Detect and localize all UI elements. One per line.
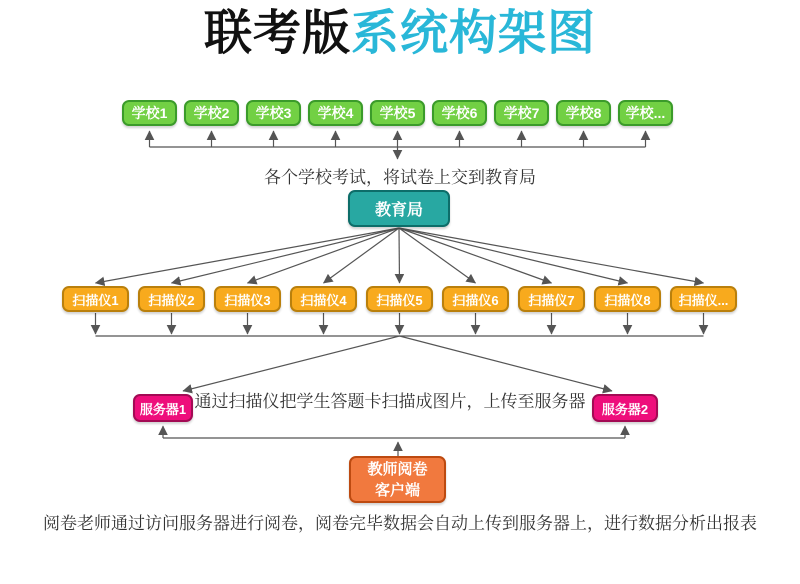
- teacher-client-node: [349, 456, 446, 503]
- scanner-node: 扫描仪5: [366, 286, 433, 312]
- scanner-node: 扫描仪4: [290, 286, 357, 312]
- school-node: 学校1: [122, 100, 177, 126]
- school-node: 学校5: [370, 100, 425, 126]
- scanner-node: 扫描仪3: [214, 286, 281, 312]
- caption-bottom: 阅卷老师通过访问服务器进行阅卷，阅卷完毕数据会自动上传到服务器上，进行数据分析出报表: [43, 514, 757, 533]
- school-node: 学校2: [184, 100, 239, 126]
- school-node: 学校3: [246, 100, 301, 126]
- title-prefix: 联考版: [203, 7, 351, 60]
- teacher-client-line2: 客户端: [374, 481, 420, 499]
- scanner-node: 扫描仪...: [670, 286, 737, 312]
- scanner-node: 扫描仪1: [62, 286, 129, 312]
- scanner-node: 扫描仪8: [594, 286, 661, 312]
- education-bureau-node: 教育局: [348, 190, 450, 227]
- server-2-node: 服务器2: [592, 394, 658, 422]
- school-node: 学校6: [432, 100, 487, 126]
- teacher-client-line1: 教师阅卷: [367, 460, 428, 478]
- scanner-node: 扫描仪6: [442, 286, 509, 312]
- title-main: 系统构架图: [351, 7, 597, 60]
- schools-row: [122, 100, 673, 126]
- school-node: 学校...: [618, 100, 673, 126]
- scanner-node: 扫描仪7: [518, 286, 585, 312]
- school-node: 学校7: [494, 100, 549, 126]
- server-1-node: 服务器1: [133, 394, 193, 422]
- caption-scan-upload: 通过扫描仪把学生答题卡扫描成图片，上传至服务器: [194, 392, 586, 411]
- scanner-node: 扫描仪2: [138, 286, 205, 312]
- caption-schools-to-bureau: 各个学校考试，将试卷上交到教育局: [264, 168, 536, 187]
- school-node: 学校4: [308, 100, 363, 126]
- scanners-row: [62, 286, 737, 312]
- school-node: 学校8: [556, 100, 611, 126]
